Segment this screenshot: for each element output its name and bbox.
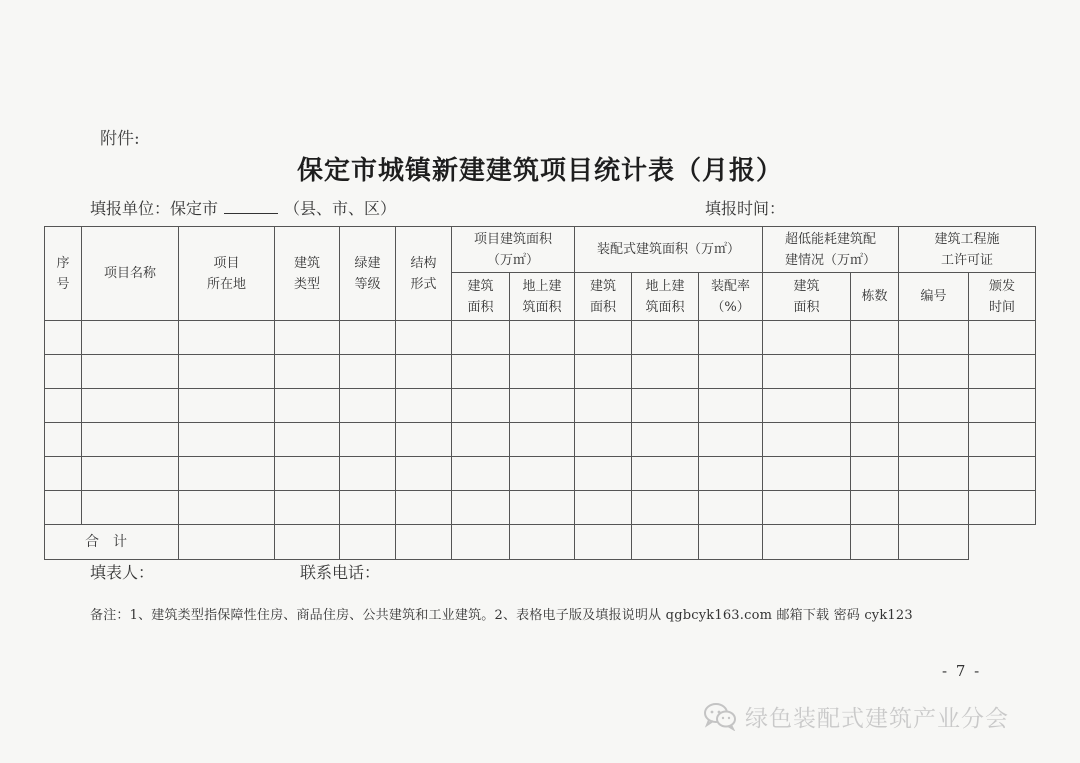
table-cell[interactable] <box>452 355 510 389</box>
phone-label: 联系电话： <box>300 563 381 582</box>
table-cell[interactable] <box>340 457 396 491</box>
table-cell[interactable] <box>851 389 899 423</box>
table-cell[interactable] <box>179 321 275 355</box>
table-cell[interactable] <box>851 457 899 491</box>
table-cell[interactable] <box>699 491 763 525</box>
col-structure: 结构 形式 <box>396 227 452 321</box>
col-area-above: 地上建 筑面积 <box>510 273 575 321</box>
table-cell[interactable] <box>632 355 699 389</box>
table-row <box>45 321 1036 355</box>
table-cell[interactable] <box>969 389 1036 423</box>
table-row <box>45 389 1036 423</box>
table-body <box>45 321 1036 525</box>
watermark <box>703 699 1009 733</box>
table-cell[interactable] <box>969 491 1036 525</box>
col-ultra-area: 建筑 面积 <box>763 273 851 321</box>
table-row <box>45 457 1036 491</box>
table-cell[interactable] <box>82 321 179 355</box>
header-row-1 <box>45 227 1036 273</box>
table-cell[interactable] <box>45 491 82 525</box>
table-cell[interactable] <box>340 423 396 457</box>
table-cell[interactable] <box>969 321 1036 355</box>
table-cell[interactable] <box>899 423 969 457</box>
table-cell[interactable] <box>699 321 763 355</box>
filler-label: 填表人： <box>90 563 155 582</box>
table-cell[interactable] <box>699 355 763 389</box>
table-cell[interactable] <box>632 423 699 457</box>
table-cell[interactable] <box>851 525 899 560</box>
table-cell[interactable] <box>851 355 899 389</box>
table-cell[interactable] <box>45 389 82 423</box>
col-prefab-rate: 装配率 （%） <box>699 273 763 321</box>
table-cell[interactable] <box>396 423 452 457</box>
table-cell[interactable] <box>575 355 632 389</box>
table-cell[interactable] <box>632 525 699 560</box>
col-group-prefab-area: 装配式建筑面积（万㎡） <box>575 227 763 273</box>
table-cell[interactable] <box>510 321 575 355</box>
table-cell[interactable] <box>575 389 632 423</box>
table-cell[interactable] <box>452 423 510 457</box>
table-cell[interactable] <box>763 389 851 423</box>
col-seq: 序 号 <box>45 227 82 321</box>
table-cell[interactable] <box>510 491 575 525</box>
col-group-project-area: 项目建筑面积 （万㎡） <box>452 227 575 273</box>
table-cell[interactable] <box>452 525 510 560</box>
table-cell[interactable] <box>699 457 763 491</box>
col-project-name: 项目名称 <box>82 227 179 321</box>
table-cell[interactable] <box>851 423 899 457</box>
report-time-label: 填报时间： <box>705 199 786 218</box>
table-cell[interactable] <box>340 491 396 525</box>
wechat-icon <box>703 701 737 731</box>
table-cell[interactable] <box>179 457 275 491</box>
table-cell[interactable] <box>82 491 179 525</box>
table-cell[interactable] <box>632 457 699 491</box>
table-cell[interactable] <box>851 321 899 355</box>
table-cell[interactable] <box>575 525 632 560</box>
table-cell[interactable] <box>969 355 1036 389</box>
table-cell[interactable] <box>899 321 969 355</box>
table-cell[interactable] <box>510 525 575 560</box>
table-cell[interactable] <box>899 525 969 560</box>
table-cell[interactable] <box>575 491 632 525</box>
table-row <box>45 423 1036 457</box>
page-title: 保定市城镇新建建筑项目统计表（月报） <box>296 156 783 186</box>
table-cell[interactable] <box>179 389 275 423</box>
table-cell[interactable] <box>510 389 575 423</box>
table-cell[interactable] <box>510 355 575 389</box>
table-cell[interactable] <box>45 423 82 457</box>
table-cell[interactable] <box>969 423 1036 457</box>
table-cell[interactable] <box>699 423 763 457</box>
table-cell[interactable] <box>396 321 452 355</box>
table-cell[interactable] <box>275 491 340 525</box>
report-unit-prefix: 填报单位：保定市 <box>90 199 219 218</box>
table-cell[interactable] <box>45 457 82 491</box>
table-cell[interactable] <box>510 423 575 457</box>
table-cell[interactable] <box>179 525 275 560</box>
table-cell[interactable] <box>452 457 510 491</box>
table-cell[interactable] <box>763 525 851 560</box>
col-ultra-count: 栋数 <box>851 273 899 321</box>
table-cell[interactable] <box>82 423 179 457</box>
table-cell[interactable] <box>899 491 969 525</box>
table-cell[interactable] <box>396 457 452 491</box>
table-cell[interactable] <box>763 457 851 491</box>
report-unit-suffix: （县、市、区） <box>284 199 397 218</box>
table-cell[interactable] <box>179 355 275 389</box>
table-cell[interactable] <box>899 457 969 491</box>
table-cell[interactable] <box>340 355 396 389</box>
table-cell[interactable] <box>632 491 699 525</box>
col-prefab-area: 建筑 面积 <box>575 273 632 321</box>
table-cell[interactable] <box>899 355 969 389</box>
col-green-level: 绿建 等级 <box>340 227 396 321</box>
col-permit-no: 编号 <box>899 273 969 321</box>
attachment-label: 附件: <box>100 129 140 149</box>
table-cell[interactable] <box>179 491 275 525</box>
col-permit-date: 颁发 时间 <box>969 273 1036 321</box>
table-cell[interactable] <box>763 423 851 457</box>
table-cell[interactable] <box>575 423 632 457</box>
table-cell[interactable] <box>275 457 340 491</box>
table-cell[interactable] <box>763 491 851 525</box>
table-cell[interactable] <box>575 457 632 491</box>
table-cell[interactable] <box>82 355 179 389</box>
table-cell[interactable] <box>632 389 699 423</box>
total-label: 合计 <box>45 525 179 560</box>
table-cell[interactable] <box>763 355 851 389</box>
table-cell[interactable] <box>275 321 340 355</box>
report-unit-blank <box>224 199 278 214</box>
table-cell[interactable] <box>275 355 340 389</box>
table-cell[interactable] <box>82 389 179 423</box>
watermark-text: 绿色装配式建筑产业分会 <box>745 705 1009 732</box>
table-cell[interactable] <box>699 389 763 423</box>
table-cell[interactable] <box>396 389 452 423</box>
col-group-ultra-low: 超低能耗建筑配 建情况（万㎡） <box>763 227 899 273</box>
table-cell[interactable] <box>340 389 396 423</box>
table-cell[interactable] <box>632 321 699 355</box>
table-cell[interactable] <box>899 389 969 423</box>
report-unit-line <box>90 196 396 219</box>
table-cell[interactable] <box>45 355 82 389</box>
col-building-type: 建筑 类型 <box>275 227 340 321</box>
table-cell[interactable] <box>340 525 396 560</box>
footnote: 备注：1、建筑类型指保障性住房、商品住房、公共建筑和工业建筑。2、表格电子版及填报说明从 qgbcyk163.com 邮箱下载 密码 cyk123 <box>90 608 913 623</box>
page-number: - 7 - <box>942 662 982 680</box>
table-cell[interactable] <box>851 491 899 525</box>
table-cell[interactable] <box>699 525 763 560</box>
table-cell[interactable] <box>452 491 510 525</box>
table-cell[interactable] <box>969 457 1036 491</box>
table-cell[interactable] <box>763 321 851 355</box>
col-location: 项目 所在地 <box>179 227 275 321</box>
table-cell[interactable] <box>510 457 575 491</box>
table-cell[interactable] <box>396 491 452 525</box>
col-prefab-above: 地上建 筑面积 <box>632 273 699 321</box>
table-cell[interactable] <box>179 423 275 457</box>
total-row <box>45 525 1036 560</box>
table-cell[interactable] <box>45 321 82 355</box>
table-cell[interactable] <box>82 457 179 491</box>
col-area-total: 建筑 面积 <box>452 273 510 321</box>
statistics-table <box>44 226 1036 560</box>
table-row <box>45 491 1036 525</box>
table-cell[interactable] <box>396 355 452 389</box>
col-group-permit: 建筑工程施 工许可证 <box>899 227 1036 273</box>
table-row <box>45 355 1036 389</box>
table-cell[interactable] <box>575 321 632 355</box>
table-cell[interactable] <box>452 389 510 423</box>
table-cell[interactable] <box>396 525 452 560</box>
table-cell[interactable] <box>340 321 396 355</box>
table-cell[interactable] <box>452 321 510 355</box>
table-cell[interactable] <box>275 525 340 560</box>
table-cell[interactable] <box>275 389 340 423</box>
table-cell[interactable] <box>275 423 340 457</box>
